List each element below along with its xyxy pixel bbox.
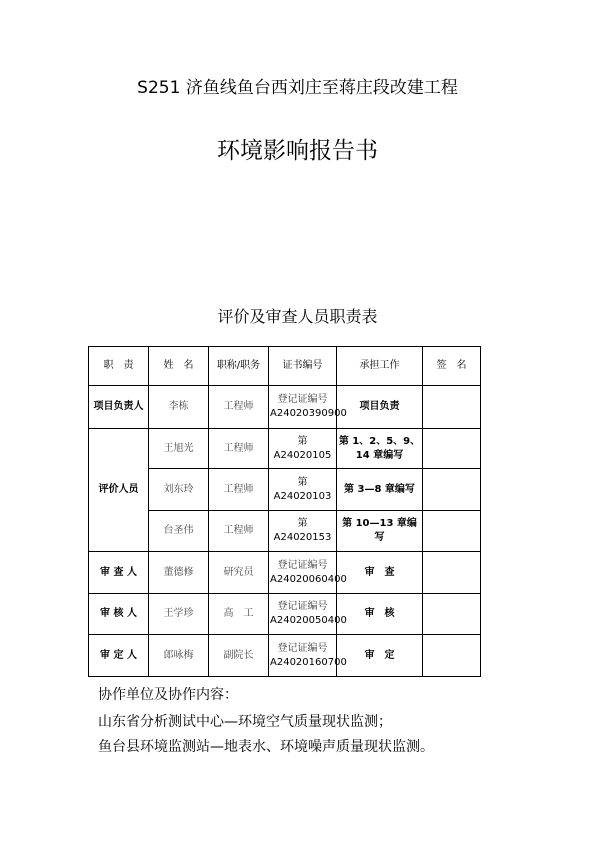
cell-role: 评价人员 [89, 429, 149, 552]
cooperation-line: 山东省分析测试中心—环境空气质量现状监测； [98, 714, 392, 730]
cell-name: 郎咏梅 [149, 635, 209, 677]
cell-signature [423, 635, 481, 677]
cell-cert [269, 469, 337, 511]
cell-name: 台圣伟 [149, 511, 209, 552]
cell-title: 工程师 [209, 386, 269, 429]
cell-name: 董德修 [149, 552, 209, 594]
cell-signature [423, 511, 481, 552]
header-task: 承担工作 [337, 347, 423, 386]
project-title: S251 济鱼线鱼台西刘庄至蒋庄段改建工程 [137, 78, 458, 98]
cell-signature [423, 429, 481, 469]
cell-cert [269, 635, 347, 677]
cell-role: 项目负责人 [89, 386, 149, 429]
table-row [89, 552, 481, 594]
cell-title: 工程师 [209, 469, 269, 511]
header-role: 职 责 [89, 347, 149, 386]
cert-number: A24020103 [273, 490, 332, 502]
cell-title: 副院长 [209, 635, 269, 677]
cell-title: 研究员 [209, 552, 269, 594]
cert-number: A24020153 [273, 532, 332, 543]
cell-signature [423, 469, 481, 511]
cell-task: 审 查 [337, 552, 423, 594]
cell-name: 王旭光 [149, 429, 209, 469]
cert-prefix: 登记证编号 [277, 601, 328, 612]
cert-number: A24020390900 [270, 408, 347, 419]
header-name: 姓 名 [149, 347, 209, 386]
table-row [89, 429, 481, 469]
cert-number: A24020160700 [270, 656, 347, 668]
cert-prefix: 登记证编号 [277, 642, 328, 654]
header-cert: 证书编号 [269, 347, 337, 386]
cell-signature [423, 386, 481, 429]
table-header-row [89, 347, 481, 386]
cert-prefix: 登记证编号 [277, 394, 328, 405]
document-title: 环境影响报告书 [217, 138, 378, 164]
cell-signature [423, 552, 481, 594]
cell-signature [423, 594, 481, 635]
personnel-duty-table [88, 346, 481, 677]
cell-task: 审 定 [337, 635, 423, 677]
cell-name: 李栋 [149, 386, 209, 429]
cooperation-heading: 协作单位及协作内容： [98, 687, 238, 703]
cell-title: 工程师 [209, 429, 269, 469]
table-row [89, 635, 481, 677]
cell-title: 高 工 [209, 594, 269, 635]
cell-name: 刘东玲 [149, 469, 209, 511]
cell-task: 审 核 [337, 594, 423, 635]
cert-number: A24020105 [273, 449, 332, 461]
cell-task: 第 1、2、5、9、14 章编写 [337, 429, 423, 469]
cell-role: 审 查 人 [89, 552, 149, 594]
cell-cert [269, 552, 347, 594]
cert-prefix: 第 [297, 518, 308, 529]
cert-number: A24020060400 [270, 573, 347, 585]
cell-task: 第 10—13 章编写 [337, 511, 423, 552]
header-signature: 签 名 [423, 347, 481, 386]
cell-name: 王学珍 [149, 594, 209, 635]
cell-role: 审 定 人 [89, 635, 149, 677]
table-row [89, 594, 481, 635]
cell-cert [269, 594, 347, 635]
cell-task: 第 3—8 章编写 [337, 469, 423, 511]
cert-prefix: 第 [297, 435, 308, 447]
cell-cert [269, 429, 337, 469]
cell-title: 工程师 [209, 511, 269, 552]
cell-cert [269, 511, 337, 552]
cert-prefix: 登记证编号 [277, 559, 328, 571]
table-caption: 评价及审查人员职责表 [217, 307, 378, 326]
cooperation-line: 鱼台县环境监测站—地表水、环境噪声质量现状监测。 [98, 739, 434, 755]
cell-task: 项目负责 [337, 386, 423, 429]
cell-role: 审 核 人 [89, 594, 149, 635]
header-title: 职称/职务 [209, 347, 269, 386]
cert-prefix: 第 [297, 476, 308, 488]
cell-cert [269, 386, 347, 429]
cert-number: A24020050400 [270, 615, 347, 626]
table-row [89, 386, 481, 429]
